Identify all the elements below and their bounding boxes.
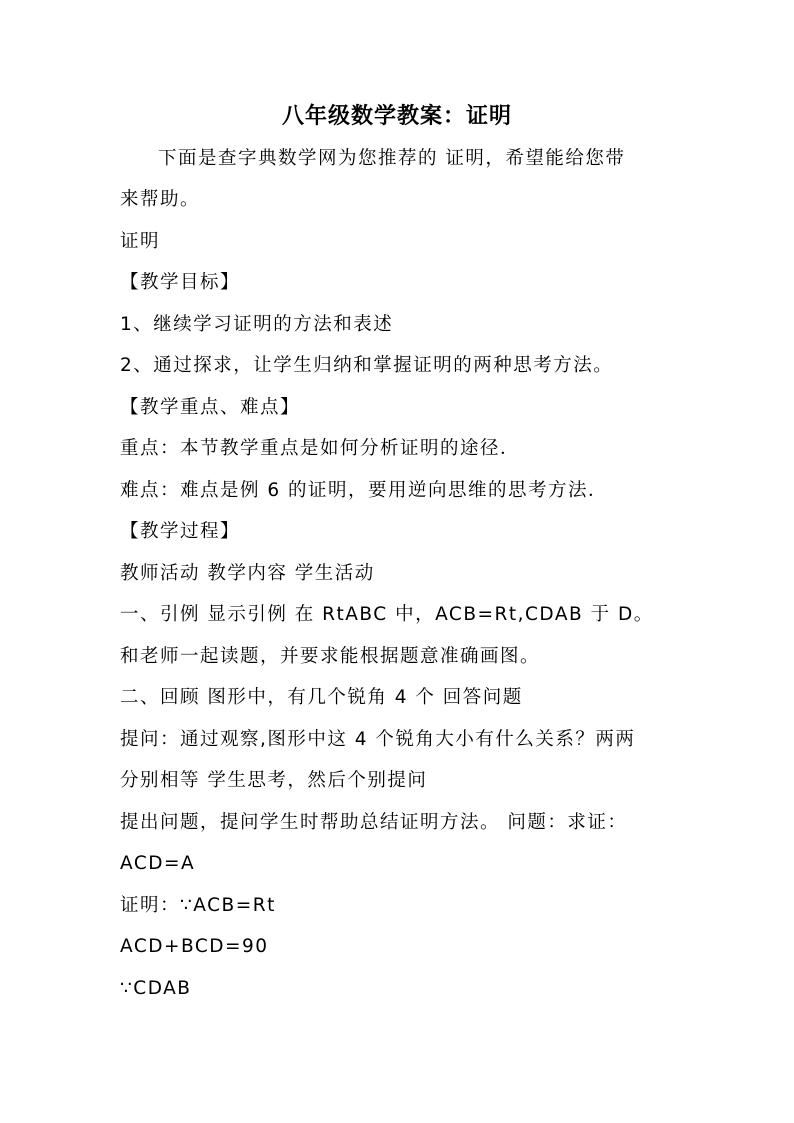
proof-line-4: ∵CDAB [120,978,192,999]
objective-item-2: 2、通过探求，让学生归纳和掌握证明的两种思考方法。 [120,355,614,376]
proof-line-3: ACD+BCD=90 [120,936,269,957]
process-line-3: 二、回顾 图形中，有几个锐角 4 个 回答问题 [120,687,523,708]
process-line-4: 提问：通过观察,图形中这 4 个锐角大小有什么关系？两两 [120,729,636,750]
section-heading-process: 【教学过程】 [120,521,241,542]
proof-line-2: 证明：∵ACB=Rt [120,895,276,916]
paragraph-line-intro-1: 下面是查字典数学网为您推荐的 证明，希望能给您带 [158,148,626,169]
process-line-5: 分别相等 学生思考，然后个别提问 [120,770,428,791]
objective-item-1: 1、继续学习证明的方法和表述 [120,314,394,335]
proof-line-1: ACD=A [120,853,196,874]
process-line-1: 一、引例 显示引例 在 RtABC 中，ACB=Rt,CDAB 于 D。 [120,604,654,625]
process-columns-line: 教师活动 教学内容 学生活动 [120,563,375,584]
process-line-2: 和老师一起读题，并要求能根据题意准确画图。 [120,646,541,667]
section-heading-objectives: 【教学目标】 [120,272,241,293]
paragraph-line-intro-2: 来帮助。 [120,189,201,210]
difficult-point-line: 难点：难点是例 6 的证明，要用逆向思维的思考方法． [120,480,609,501]
subtitle-line: 证明 [120,231,161,252]
document-title: 八年级数学教案：证明 [281,103,512,129]
process-line-6: 提出问题，提问学生时帮助总结证明方法。 问题：求证： [120,812,628,833]
key-point-line: 重点：本节教学重点是如何分析证明的途径． [120,438,521,459]
section-heading-key-points: 【教学重点、难点】 [120,397,301,418]
